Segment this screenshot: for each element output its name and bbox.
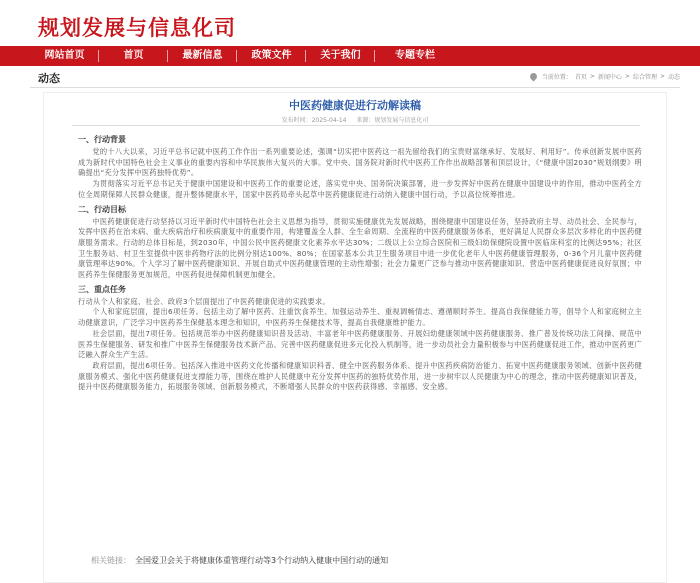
nav-item-home[interactable]: 首页 <box>99 46 168 66</box>
nav-item-home-site[interactable]: 网站首页 <box>30 46 99 66</box>
breadcrumb-news[interactable]: 新闻中心 <box>597 74 622 81</box>
nav-item-latest[interactable]: 最新信息 <box>168 46 237 66</box>
related-links <box>91 555 388 566</box>
article-date: 发布时间：2025-04-14 <box>281 117 347 124</box>
breadcrumb-separator: > <box>589 73 595 80</box>
site-header <box>0 0 700 46</box>
article-page <box>43 92 667 583</box>
nav-item-about[interactable]: 关于我们 <box>306 46 375 66</box>
section-heading: 一、行动背景 <box>78 135 126 144</box>
nav-item-policy[interactable]: 政策文件 <box>237 46 306 66</box>
section-label: 动态 <box>38 72 60 85</box>
paragraph: 政府层面，提出6项任务。包括深入推进中医药文化传播和健康知识科普、健全中医药服务体系、提升中医药疾病防治能力、拓宽中医药健康服务领域、创新中医药健康服务模式、强化中医药健康促进支撑能力等，围绕在维护人民健康中充分发挥中医药的独特优势作用，进一步树牢以人民健康为中心的理念，推动中医药健康知识普及，提升中医药健康服务能力，拓展服务领域、创新服务模式，不断增强人民群众的中医药获得感、幸福感、安全感。 <box>78 360 642 392</box>
breadcrumb-bar <box>30 66 680 88</box>
paragraph: 社会层面，提出7项任务。包括规范举办中医药健康知识普及活动、丰富老年中医药健康服务、开展妇幼健康领域中医药健康服务、推广普及传统功法工间操、规范中医养生保健服务、研发和推广中医养生保健服务技术新产品、完善中医药健康促进多元化投入机制等，进一步动员社会力量积极参与中医药健康促进工作，推动中医药更广泛融入群众生产生活。 <box>78 328 642 360</box>
paragraph: 中医药健康促进行动坚持以习近平新时代中国特色社会主义思想为指导，贯彻实施健康优先发展战略，围绕健康中国建设任务，坚持政府主导、动员社会、全民参与，发挥中医药在治未病、重大疾病治疗和疾病康复中的重要作用，构建覆盖全人群、全生命周期、全流程的中医药健康服务体系，更好满足人民群众多层次多样化的中医药健康服务需求。行动的总体目标是，到2030年，中国公民中医药健康文化素养水平达30%；二级以上公立综合医院和三级妇幼保健院设置中医临床科室的比例达95%；社区卫生服务站、村卫生室提供中医非药物疗法的比例分别达100%、80%；在国家基本公共卫生服务项目中进一步优化老年人中医药健康管理服务，0-36个月儿童中医药健康管理率达90%。个人学习了解中医药健康知识、开展自助式中医药健康管理的主动性增强；社会力量更广泛参与推动中医药健康知识、营造中医药健康促进良好氛围；中医药养生保健服务更加规范，中医药促进保障机制更加健全。 <box>78 216 642 280</box>
breadcrumb <box>530 72 680 81</box>
article-meta <box>44 115 666 124</box>
breadcrumb-current: 动态 <box>667 74 680 81</box>
related-label: 相关链接： <box>91 556 131 565</box>
nav-item-topics[interactable]: 专题专栏 <box>395 50 435 61</box>
title-divider <box>72 125 640 126</box>
location-icon <box>528 72 538 82</box>
section-heading: 二、行动目标 <box>78 204 126 214</box>
section-heading: 三、重点任务 <box>78 284 126 294</box>
breadcrumb-home[interactable]: 首页 <box>574 74 587 81</box>
breadcrumb-separator: > <box>659 73 665 80</box>
related-link[interactable]: 全国爱卫会关于将健康体重管理行动等3个行动纳入健康中国行动的通知 <box>135 556 389 565</box>
breadcrumb-management[interactable]: 综合管理 <box>632 74 657 81</box>
article-source: 来源：规划发展与信息化司 <box>356 117 429 124</box>
article-title: 中医药健康促进行动解读稿 <box>289 99 421 112</box>
paragraph: 党的十八大以来，习近平总书记就中医药工作作出一系列重要论述，强调“切实把中医药这一祖先留给我们的宝贵财富继承好、发展好、利用好”。传承创新发展中医药成为新时代中国特色社会主义事业的重要内容和中华民族伟大复兴的大事。党中央、国务院对新时代中医药工作作出战略部署和顶层设计，《“健康中国2030”规划纲要》明确提出“充分发挥中医药独特优势”。 <box>78 147 642 178</box>
paragraph: 个人和家庭层面，提出6项任务。包括主动了解中医药、注重饮食养生、加强运动养生、重视调畅情志、遵循顺时养生、提高自我保健能力等，倡导个人和家庭树立主动健康意识，广泛学习中医药养生保健基本理念和知识，中医药养生保健技术等，提高自我健康维护能力。 <box>78 307 642 328</box>
breadcrumb-prefix: 当前位置： <box>541 74 572 81</box>
article-body <box>78 131 642 393</box>
site-title[interactable]: 规划发展与信息化司 <box>38 16 236 40</box>
breadcrumb-separator: > <box>624 73 630 80</box>
paragraph: 行动从个人和家庭、社会、政府3个层面提出了中医药健康促进的实践要求。 <box>78 296 330 306</box>
paragraph: 为贯彻落实习近平总书记关于健康中国建设和中医药工作的重要论述，落实党中央、国务院决策部署，进一步发挥好中医药在健康中国建设中的作用，推动中医药全方位全周期保障人民群众健康，提升整体健康水平，国家中医药局牵头起草中医药健康促进行动纳入健康中国行动，予以高位统筹推进。 <box>78 179 642 199</box>
main-nav <box>0 46 700 66</box>
